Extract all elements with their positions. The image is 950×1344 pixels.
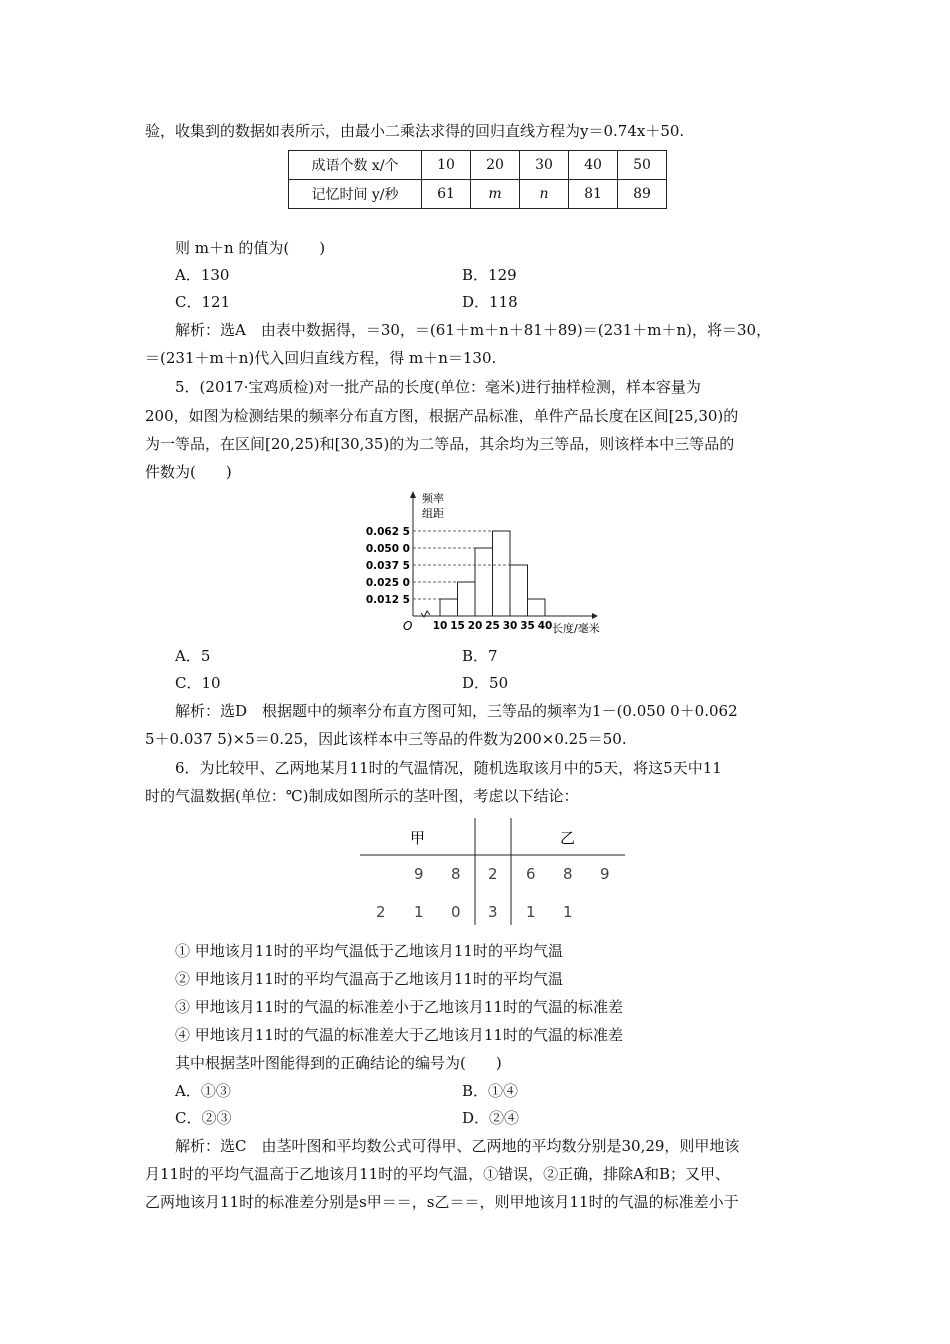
option-b: B．①④ bbox=[462, 1082, 519, 1100]
x-tick-label: 35 bbox=[520, 620, 535, 632]
y-tick-label: 0.050 0 bbox=[365, 543, 410, 555]
table-cell: 81 bbox=[569, 180, 618, 209]
option-c: C．②③ bbox=[175, 1109, 232, 1127]
q6-ask: 其中根据茎叶图能得到的正确结论的编号为( ) bbox=[175, 1054, 502, 1072]
option-a: A．130 bbox=[175, 266, 230, 284]
table-cell: 30 bbox=[520, 151, 569, 180]
origin-label: O bbox=[403, 619, 413, 633]
table-row bbox=[289, 151, 667, 180]
option-b: B．129 bbox=[462, 266, 517, 284]
x-axis-arrow bbox=[592, 613, 598, 619]
q6-solution-1: 解析：选C 由茎叶图和平均数公式可得甲、乙两地的平均数分别是30,29，则甲地该 bbox=[175, 1137, 740, 1155]
y-tick-label: 0.025 0 bbox=[365, 577, 410, 589]
option-d: D．②④ bbox=[462, 1109, 520, 1127]
y-tick-label: 0.062 5 bbox=[365, 526, 410, 538]
stem-leaf-plot bbox=[360, 815, 630, 930]
leaf: 8 bbox=[451, 865, 461, 883]
stem-left-head: 甲 bbox=[410, 829, 426, 847]
leaf: 8 bbox=[563, 865, 573, 883]
q5-line-4: 件数为( ) bbox=[145, 463, 232, 481]
q5-line-1: 5．(2017·宝鸡质检)对一批产品的长度(单位：毫米)进行抽样检测，样本容量为 bbox=[175, 378, 701, 396]
conclusion-2: ② 甲地该月11时的平均气温高于乙地该月11时的平均气温 bbox=[175, 970, 563, 988]
table-cell: 61 bbox=[422, 180, 471, 209]
q4-intro: 验，收集到的数据如表所示，由最小二乘法求得的回归直线方程为y＝0.74x＋50. bbox=[145, 122, 685, 140]
y-tick-label: 0.012 5 bbox=[365, 594, 410, 606]
stem: 3 bbox=[488, 903, 498, 921]
conclusion-4: ④ 甲地该月11时的气温的标准差大于乙地该月11时的气温的标准差 bbox=[175, 1026, 623, 1044]
x-tick-label: 20 bbox=[467, 620, 483, 632]
table-cell: 40 bbox=[569, 151, 618, 180]
x-tick-label: 25 bbox=[485, 620, 500, 632]
q6-line-1: 6．为比较甲、乙两地某月11时的气温情况，随机选取该月中的5天，将这5天中11 bbox=[175, 759, 722, 777]
data-table bbox=[288, 150, 667, 209]
option-c: C．121 bbox=[175, 293, 231, 311]
q6-solution-2: 月11时的平均气温高于乙地该月11时的平均气温，①错误，②正确，排除A和B；又甲、 bbox=[145, 1165, 731, 1183]
table-cell: 20 bbox=[471, 151, 520, 180]
x-tick-label: 30 bbox=[502, 620, 518, 632]
leaf: 9 bbox=[600, 865, 610, 883]
q5-line-2: 200，如图为检测结果的频率分布直方图，根据产品标准，单件产品长度在区间[25,30)的 bbox=[145, 407, 739, 425]
histogram-bar bbox=[493, 531, 511, 616]
x-tick-label: 40 bbox=[537, 620, 553, 632]
histogram-bar bbox=[528, 599, 546, 616]
q4-solution-1: 解析：选A 由表中数据得，＝30，＝(61＋m＋n＋81＋89)＝(231＋m＋n)，将＝30， bbox=[175, 321, 772, 339]
stem-right-head: 乙 bbox=[560, 829, 576, 847]
q4-ask: 则 m＋n 的值为( ) bbox=[175, 239, 326, 257]
x-axis-label: 长度/毫米 bbox=[552, 622, 600, 635]
table-cell: 50 bbox=[618, 151, 667, 180]
row2-label: 记忆时间 y/秒 bbox=[289, 180, 422, 209]
leaf: 1 bbox=[414, 903, 424, 921]
y-axis-arrow bbox=[410, 491, 416, 498]
q4-solution-2: ＝(231＋m＋n)代入回归直线方程，得 m＋n＝130. bbox=[145, 349, 497, 367]
option-a: A．5 bbox=[175, 647, 211, 665]
histogram-bar bbox=[475, 548, 493, 616]
leaf: 6 bbox=[526, 865, 536, 883]
leaf: 1 bbox=[563, 903, 573, 921]
table-cell: n bbox=[520, 180, 569, 209]
leaf: 9 bbox=[414, 865, 424, 883]
table-row bbox=[289, 180, 667, 209]
x-tick-label: 15 bbox=[450, 620, 465, 632]
table-cell: 89 bbox=[618, 180, 667, 209]
y-label-top: 频率 bbox=[422, 492, 444, 505]
option-b: B．7 bbox=[462, 647, 498, 665]
conclusion-1: ① 甲地该月11时的平均气温低于乙地该月11时的平均气温 bbox=[175, 942, 563, 960]
histogram-bar bbox=[440, 599, 458, 616]
option-d: D．50 bbox=[462, 674, 509, 692]
q5-solution-2: 5＋0.037 5)×5＝0.25，因此该样本中三等品的件数为200×0.25＝50. bbox=[145, 730, 627, 748]
option-c: C．10 bbox=[175, 674, 221, 692]
option-a: A．①③ bbox=[175, 1082, 231, 1100]
q6-line-2: 时的气温数据(单位：℃)制成如图所示的茎叶图，考虑以下结论： bbox=[145, 787, 579, 805]
histogram bbox=[360, 488, 620, 638]
row1-label: 成语个数 x/个 bbox=[289, 151, 422, 180]
leaf: 2 bbox=[376, 903, 386, 921]
y-tick-label: 0.037 5 bbox=[365, 560, 410, 572]
y-label-bottom: 组距 bbox=[422, 507, 444, 520]
x-tick-label: 10 bbox=[432, 620, 448, 632]
q5-line-3: 为一等品，在区间[20,25)和[30,35)的为二等品，其余均为三等品，则该样本中三等品的 bbox=[145, 435, 735, 453]
table-cell: 10 bbox=[422, 151, 471, 180]
histogram-bar bbox=[458, 582, 476, 616]
stem: 2 bbox=[488, 865, 498, 883]
table-cell: m bbox=[471, 180, 520, 209]
option-d: D．118 bbox=[462, 293, 518, 311]
leaf: 0 bbox=[451, 903, 461, 921]
q5-solution-1: 解析：选D 根据题中的频率分布直方图可知，三等品的频率为1－(0.050 0＋0.062 bbox=[175, 702, 738, 720]
q6-solution-3: 乙两地该月11时的标准差分别是s甲＝＝，s乙＝＝，则甲地该月11时的气温的标准差小于 bbox=[145, 1193, 739, 1211]
leaf: 1 bbox=[526, 903, 536, 921]
conclusion-3: ③ 甲地该月11时的气温的标准差小于乙地该月11时的气温的标准差 bbox=[175, 998, 623, 1016]
histogram-bar bbox=[510, 565, 528, 616]
